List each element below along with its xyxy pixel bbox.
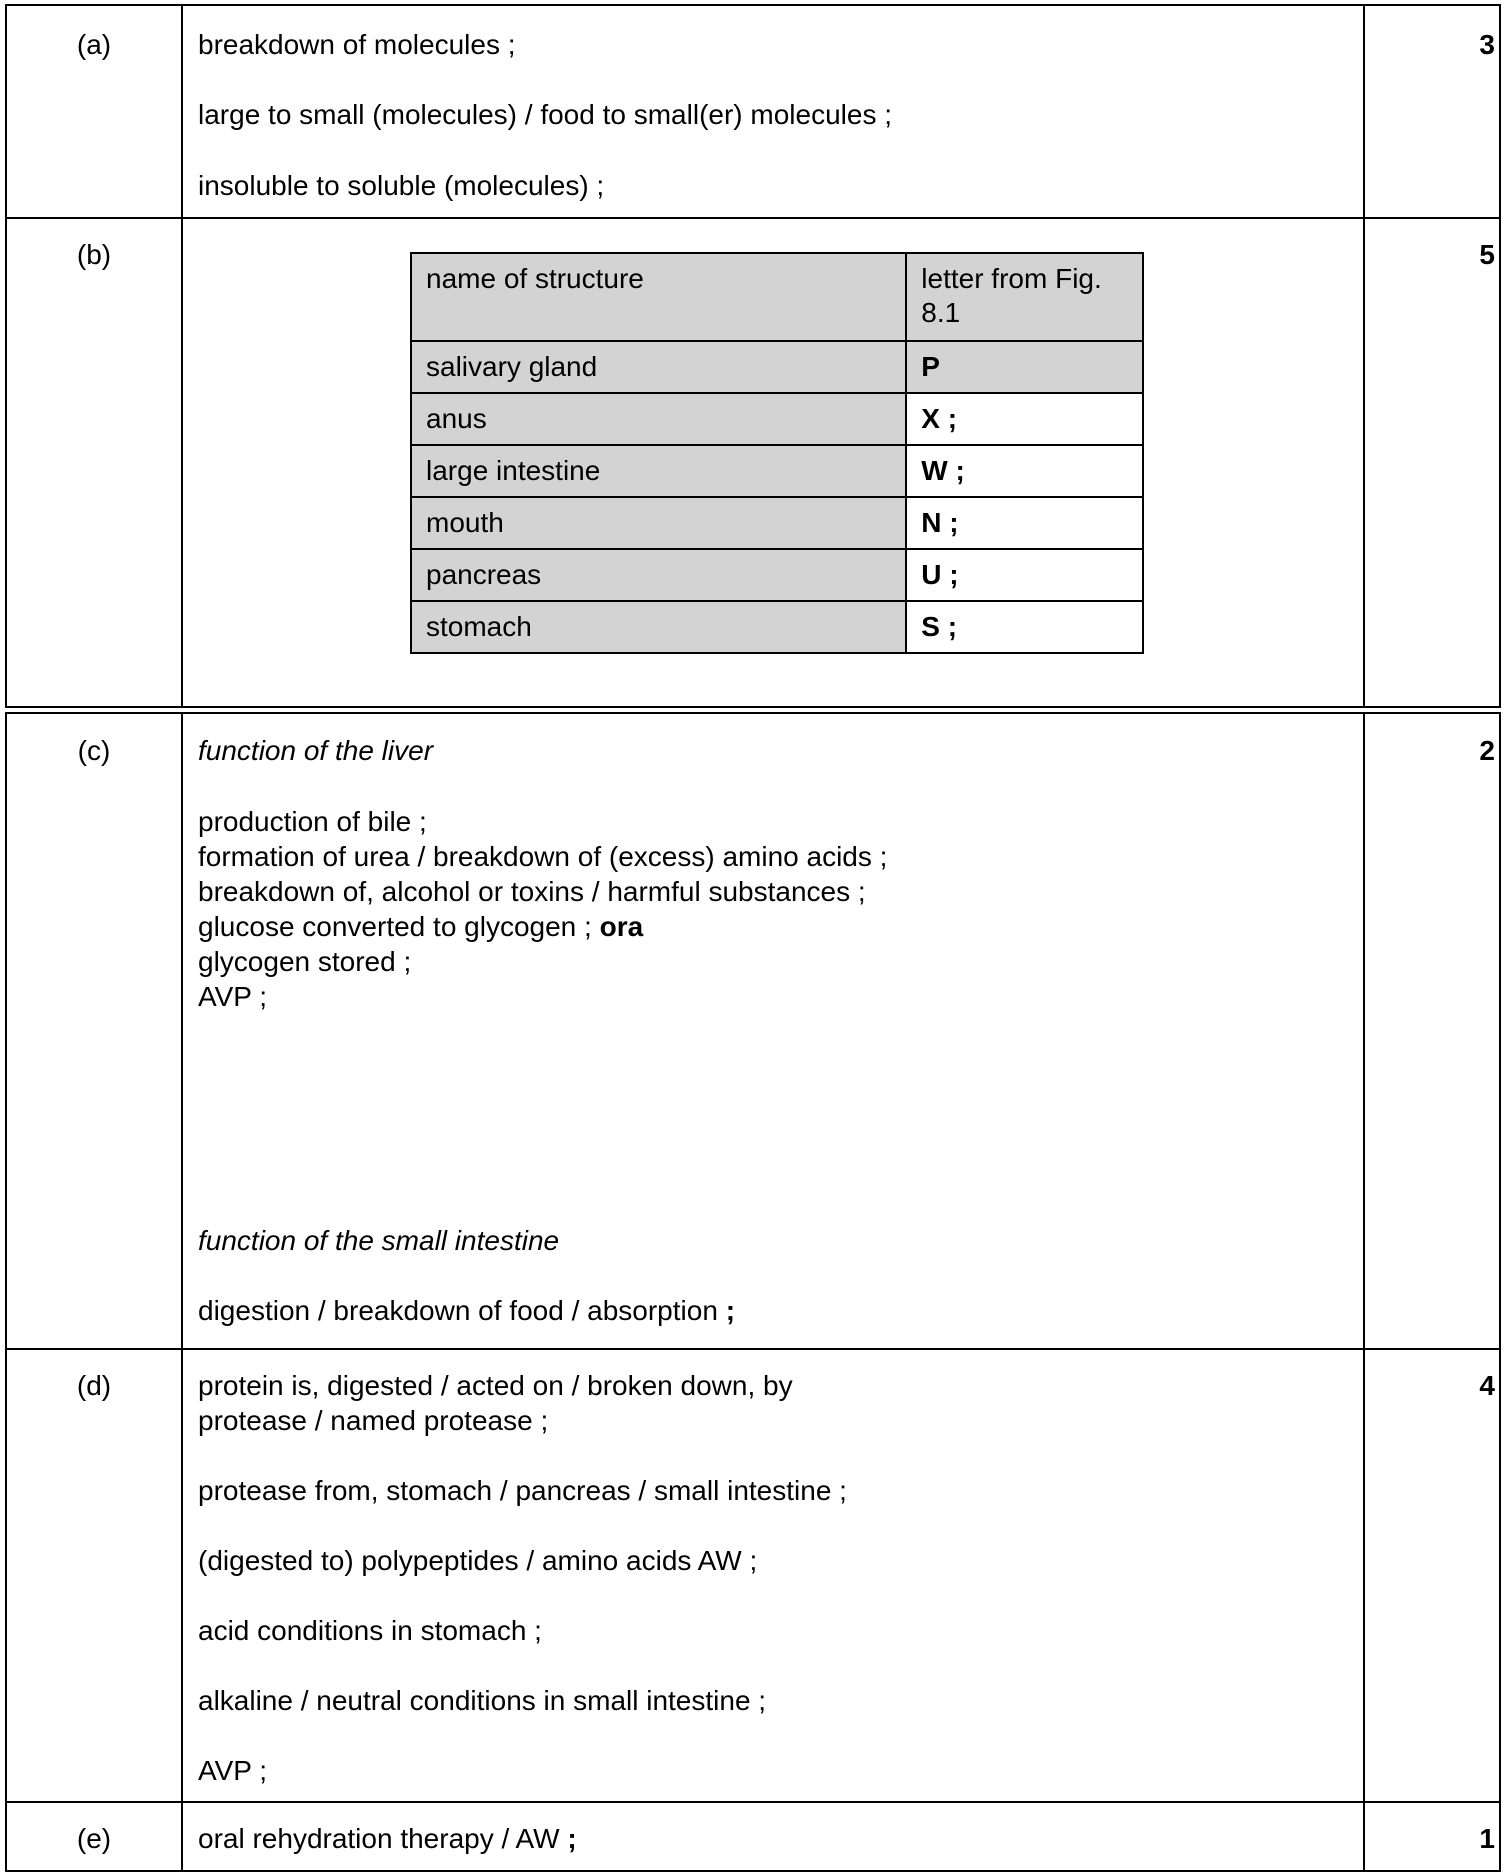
part-a-answer-2: large to small (molecules) / food to small(er) molecules ; [198, 99, 893, 130]
part-e-label: (e) [76, 1823, 112, 1854]
part-d-marks: 4 [1479, 1370, 1495, 1401]
part-d-answer-6: alkaline / neutral conditions in small intestine ; [198, 1685, 767, 1716]
column-divider [1363, 714, 1365, 1870]
liver-answer-1: production of bile ; [198, 806, 427, 837]
table-header-row [411, 253, 1143, 341]
table-row [411, 393, 1143, 445]
part-a-answer-1: breakdown of molecules ; [198, 29, 516, 60]
liver-answer-2: formation of urea / breakdown of (excess) amino acids ; [198, 841, 888, 872]
part-d-answer-5: acid conditions in stomach ; [198, 1615, 542, 1646]
table-header-cell: name of structure [411, 253, 906, 341]
part-d-answer-3: protease from, stomach / pancreas / small intestine ; [198, 1475, 847, 1506]
row-divider [7, 1348, 1499, 1350]
table-cell: N ; [906, 497, 1143, 549]
liver-answer-4-text: glucose converted to glycogen ; [198, 911, 592, 942]
ora-note: ora [599, 911, 644, 942]
table-cell: S ; [906, 601, 1143, 653]
table-cell: P [906, 341, 1143, 393]
part-b-marks: 5 [1479, 239, 1495, 270]
answer-semicolon: ; [725, 1295, 736, 1326]
row-divider [7, 1801, 1499, 1803]
part-a-answer-3: insoluble to soluble (molecules) ; [198, 170, 605, 201]
small-intestine-heading: function of the small intestine [198, 1225, 560, 1256]
part-d-answer-7: AVP ; [198, 1755, 268, 1786]
table-cell: large intestine [411, 445, 906, 497]
table-cell: pancreas [411, 549, 906, 601]
part-e-marks: 1 [1479, 1823, 1495, 1854]
structure-letter-table [410, 252, 1144, 654]
table-row [411, 601, 1143, 653]
table-cell: W ; [906, 445, 1143, 497]
row-divider [7, 217, 1499, 219]
answer-semicolon: ; [567, 1823, 577, 1854]
part-e-answer-text: oral rehydration therapy / AW [198, 1823, 560, 1854]
small-intestine-answer-text: digestion / breakdown of food / absorption [198, 1295, 718, 1326]
table-header-cell: letter from Fig. 8.1 [906, 253, 1143, 341]
liver-answer-6: AVP ; [198, 981, 268, 1012]
part-a-label: (a) [76, 29, 112, 60]
table-row [411, 549, 1143, 601]
liver-answer-4 [198, 910, 1348, 944]
part-e-answer [198, 1822, 1348, 1856]
part-d-answer-4: (digested to) polypeptides / amino acids AW ; [198, 1545, 758, 1576]
part-c-marks: 2 [1479, 735, 1495, 766]
mark-scheme-section-ab [5, 4, 1501, 708]
table-row [411, 497, 1143, 549]
small-intestine-answer [198, 1294, 1348, 1328]
table-row [411, 341, 1143, 393]
table-cell: stomach [411, 601, 906, 653]
table-cell: mouth [411, 497, 906, 549]
table-cell: anus [411, 393, 906, 445]
part-b-label: (b) [76, 239, 112, 270]
table-cell: X ; [906, 393, 1143, 445]
table-row [411, 445, 1143, 497]
part-d-answer-1: protein is, digested / acted on / broken down, by [198, 1370, 793, 1401]
column-divider [1363, 6, 1365, 706]
table-cell: U ; [906, 549, 1143, 601]
mark-scheme-section-cde [5, 712, 1501, 1872]
column-divider [181, 714, 183, 1870]
liver-answer-5: glycogen stored ; [198, 946, 412, 977]
table-cell: salivary gland [411, 341, 906, 393]
liver-heading: function of the liver [198, 735, 434, 766]
part-d-answer-2: protease / named protease ; [198, 1405, 549, 1436]
column-divider [181, 6, 183, 706]
part-d-label: (d) [76, 1370, 112, 1401]
liver-answer-3: breakdown of, alcohol or toxins / harmful substances ; [198, 876, 866, 907]
part-c-label: (c) [77, 735, 111, 766]
part-a-marks: 3 [1479, 29, 1495, 60]
